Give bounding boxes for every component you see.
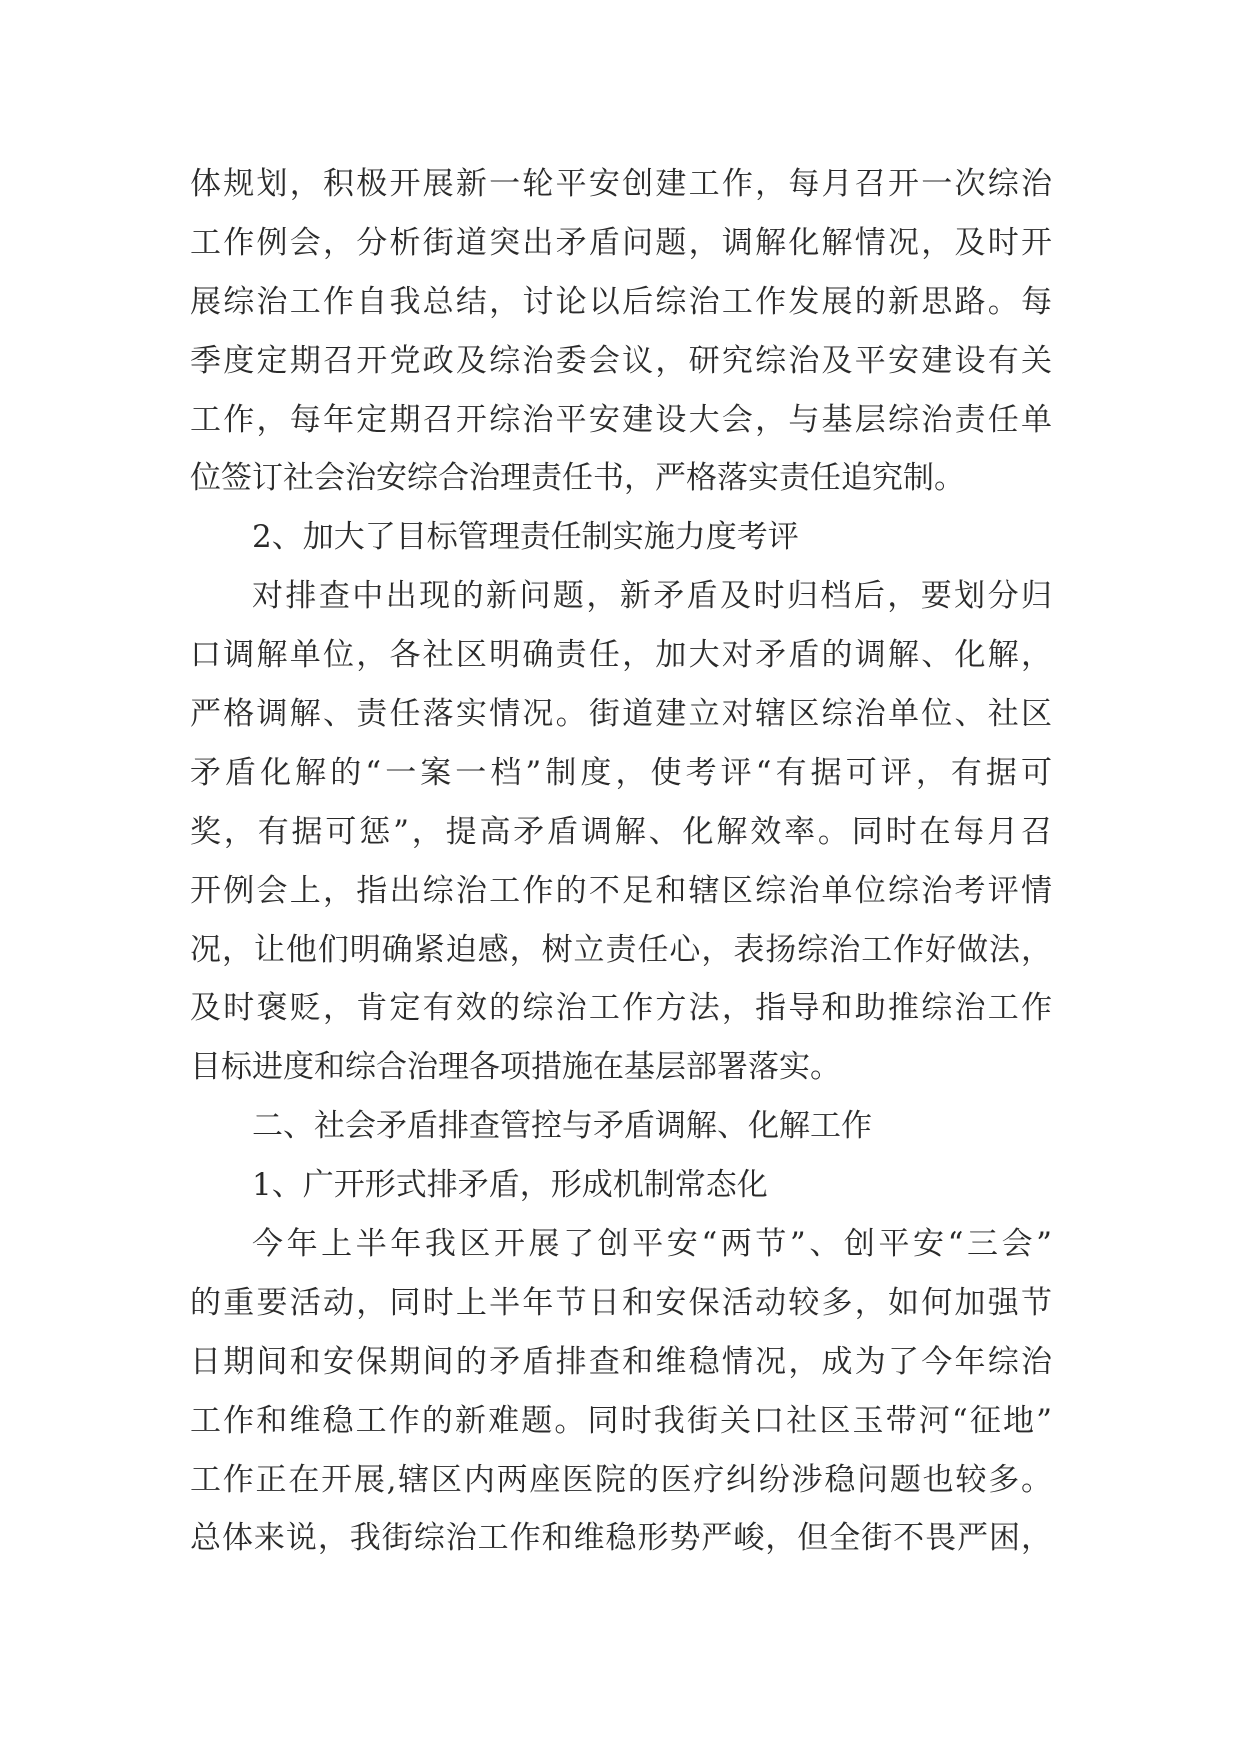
text-line: 工作和维稳工作的新难题。同时我街关口社区玉带河“征地”	[190, 1402, 1052, 1439]
document-body	[190, 155, 1052, 1568]
text-line: 严格调解、责任落实情况。街道建立对辖区综治单位、社区	[190, 696, 1052, 733]
text-line: 季度定期召开党政及综治委会议，研究综治及平安建设有关	[190, 342, 1052, 379]
text-line: 工作，每年定期召开综治平安建设大会，与基层综治责任单	[190, 401, 1052, 438]
text-line: 况，让他们明确紧迫感，树立责任心，表扬综治工作好做法，	[190, 931, 1052, 968]
text-line: 工作正在开展,辖区内两座医院的医疗纠纷涉稳问题也较多。	[190, 1461, 1052, 1498]
text-line: 2、加大了目标管理责任制实施力度考评	[252, 519, 799, 556]
text-line: 口调解单位，各社区明确责任，加大对矛盾的调解、化解，	[190, 637, 1052, 674]
text-line: 二、社会矛盾排查管控与矛盾调解、化解工作	[252, 1108, 872, 1145]
text-line: 日期间和安保期间的矛盾排查和维稳情况，成为了今年综治	[190, 1343, 1052, 1380]
text-line: 对排查中出现的新问题，新矛盾及时归档后，要划分归	[252, 578, 1052, 615]
text-line: 总体来说，我街综治工作和维稳形势严峻，但全街不畏严困，	[190, 1520, 1052, 1557]
text-line: 的重要活动，同时上半年节日和安保活动较多，如何加强节	[190, 1284, 1052, 1321]
text-line: 位签订社会治安综合治理责任书，严格落实责任追究制。	[190, 460, 965, 497]
text-line: 奖，有据可惩”，提高矛盾调解、化解效率。同时在每月召	[190, 813, 1052, 850]
text-line: 今年上半年我区开展了创平安“两节”、创平安“三会”	[252, 1226, 1052, 1263]
text-line: 体规划，积极开展新一轮平安创建工作，每月召开一次综治	[190, 166, 1052, 202]
text-line: 矛盾化解的“一案一档”制度，使考评“有据可评，有据可	[190, 754, 1052, 791]
text-line: 1、广开形式排矛盾，形成机制常态化	[252, 1167, 768, 1204]
text-line: 目标进度和综合治理各项措施在基层部署落实。	[190, 1049, 841, 1086]
text-line: 展综治工作自我总结，讨论以后综治工作发展的新思路。每	[190, 283, 1052, 320]
text-line: 开例会上，指出综治工作的不足和辖区综治单位综治考评情	[190, 872, 1052, 909]
text-line: 及时褒贬，肯定有效的综治工作方法，指导和助推综治工作	[190, 990, 1052, 1027]
text-line: 工作例会，分析街道突出矛盾问题，调解化解情况，及时开	[190, 224, 1052, 261]
